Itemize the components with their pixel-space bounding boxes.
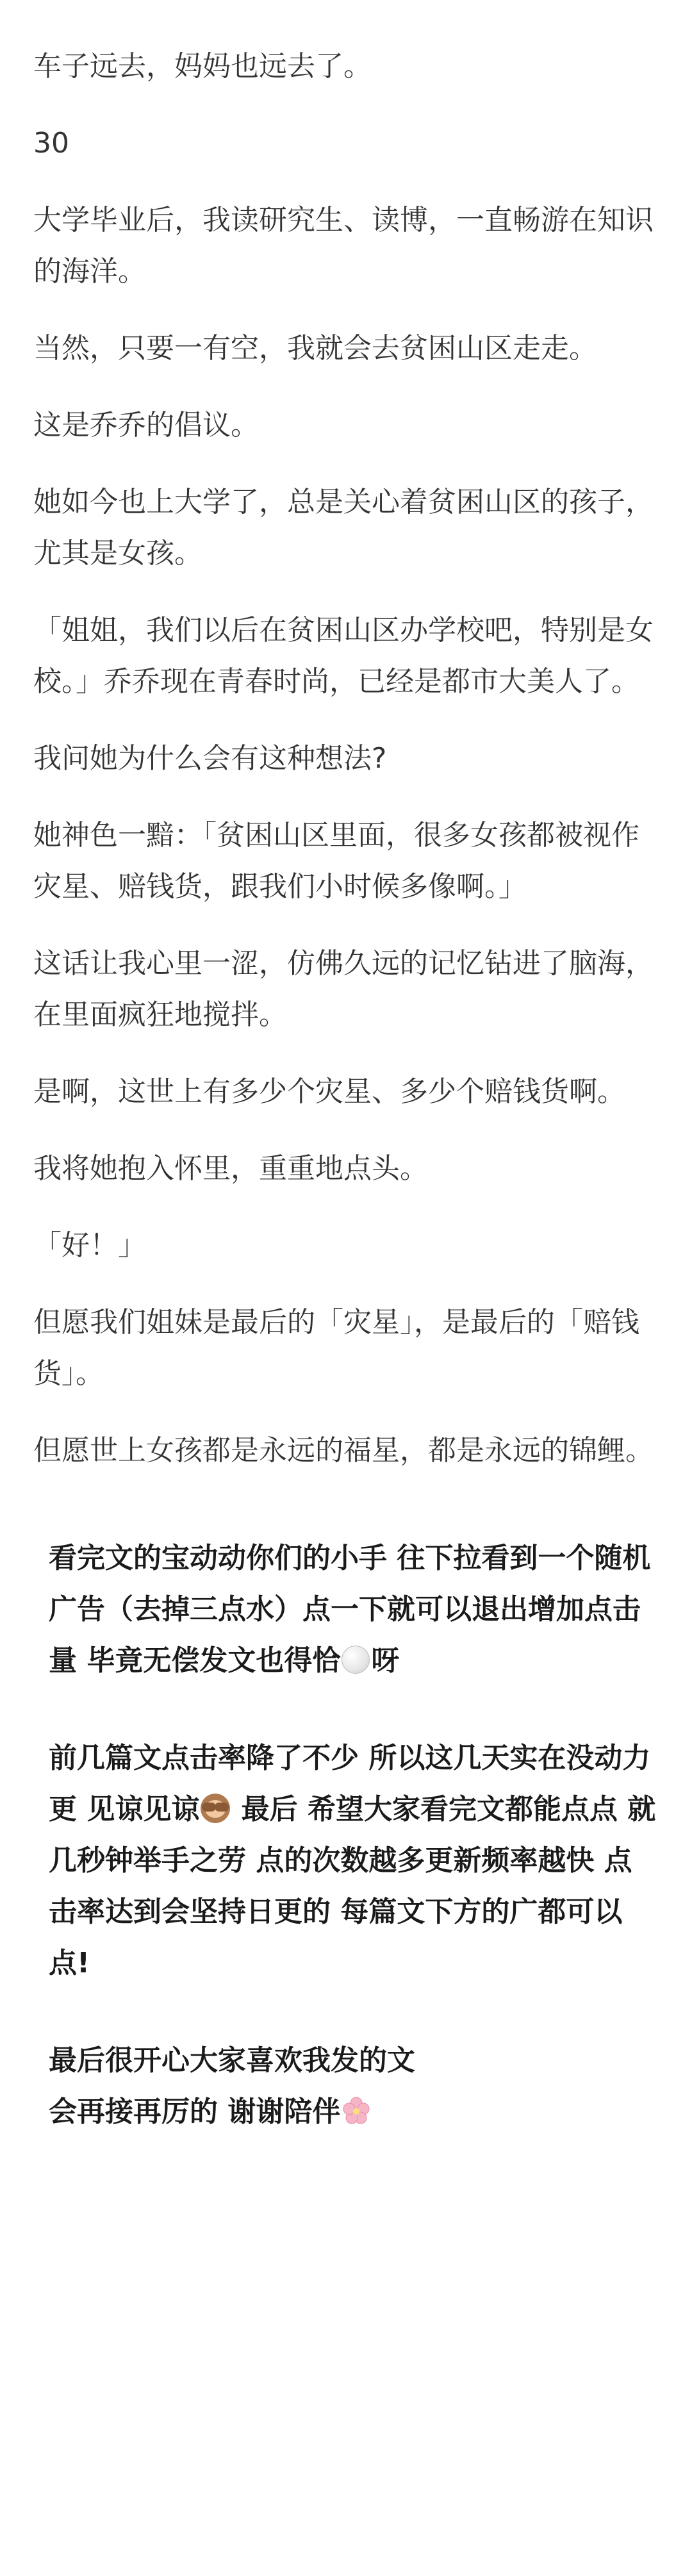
note-text: 看完文的宝动动你们的小手 往下拉看到一个随机广告（去掉三点水）点一下就可以退出增加点击量 毕竟无偿发文也得恰 (49, 1542, 651, 1677)
cherry-blossom-icon (342, 2096, 371, 2126)
story-paragraph: 车子远去，妈妈也远去了。 (33, 50, 372, 83)
author-note-paragraph (49, 1733, 659, 1989)
note-text: 最后很开心大家喜欢我发的文 (49, 2044, 415, 2077)
story-paragraph: 大学毕业后，我读研究生、读博，一直畅游在知识的海洋。 (33, 204, 654, 288)
author-note-paragraph (49, 1533, 659, 1687)
note-text: 会再接再厉的 谢谢陪伴 (49, 2095, 341, 2128)
story-paragraph: 我将她抱入怀里，重重地点头。 (33, 1152, 428, 1185)
white-circle-icon (342, 1646, 370, 1674)
story-paragraph: 这是乔乔的倡议。 (33, 409, 259, 442)
story-paragraph: 「姐姐，我们以后在贫困山区办学校吧，特别是女校。」乔乔现在青春时尚，已经是都市大美人了。 (33, 614, 654, 698)
note-text: 前几篇文点击率降了不少 所以这几天实在没动力更 见谅见谅 (49, 1742, 651, 1826)
see-no-evil-monkey-icon (201, 1794, 230, 1823)
author-note (33, 1533, 659, 2138)
story-paragraph: 是啊，这世上有多少个灾星、多少个赔钱货啊。 (33, 1075, 625, 1108)
story-paragraph: 当然，只要一有空，我就会去贫困山区走走。 (33, 332, 597, 365)
story-paragraph: 但愿世上女孩都是永远的福星，都是永远的锦鲤。 (33, 1434, 654, 1467)
note-text: 呀 (371, 1644, 400, 1677)
story-paragraph: 她神色一黯：「贫困山区里面，很多女孩都被视作灾星、赔钱货，跟我们小时候多像啊。」 (33, 819, 639, 903)
story-body (33, 0, 659, 1476)
story-paragraph: 她如今也上大学了，总是关心着贫困山区的孩子，尤其是女孩。 (33, 486, 654, 570)
author-note-paragraph (49, 2035, 659, 2138)
story-paragraph: 我问她为什么会有这种想法? (33, 742, 387, 775)
chapter-number: 30 (33, 127, 69, 160)
note-text: 最后 希望大家看完文都能点点 就几秒钟举手之劳 点的次数越多更新频率越快 点击率达到会坚持日更的 每篇文下方的广都可以点! (49, 1793, 656, 1979)
story-paragraph: 「好！」 (33, 1229, 146, 1262)
story-paragraph: 但愿我们姐妹是最后的「灾星」，是最后的「赔钱货」。 (33, 1306, 639, 1390)
story-paragraph: 这话让我心里一涩，仿佛久远的记忆钻进了脑海，在里面疯狂地搅拌。 (33, 947, 654, 1031)
